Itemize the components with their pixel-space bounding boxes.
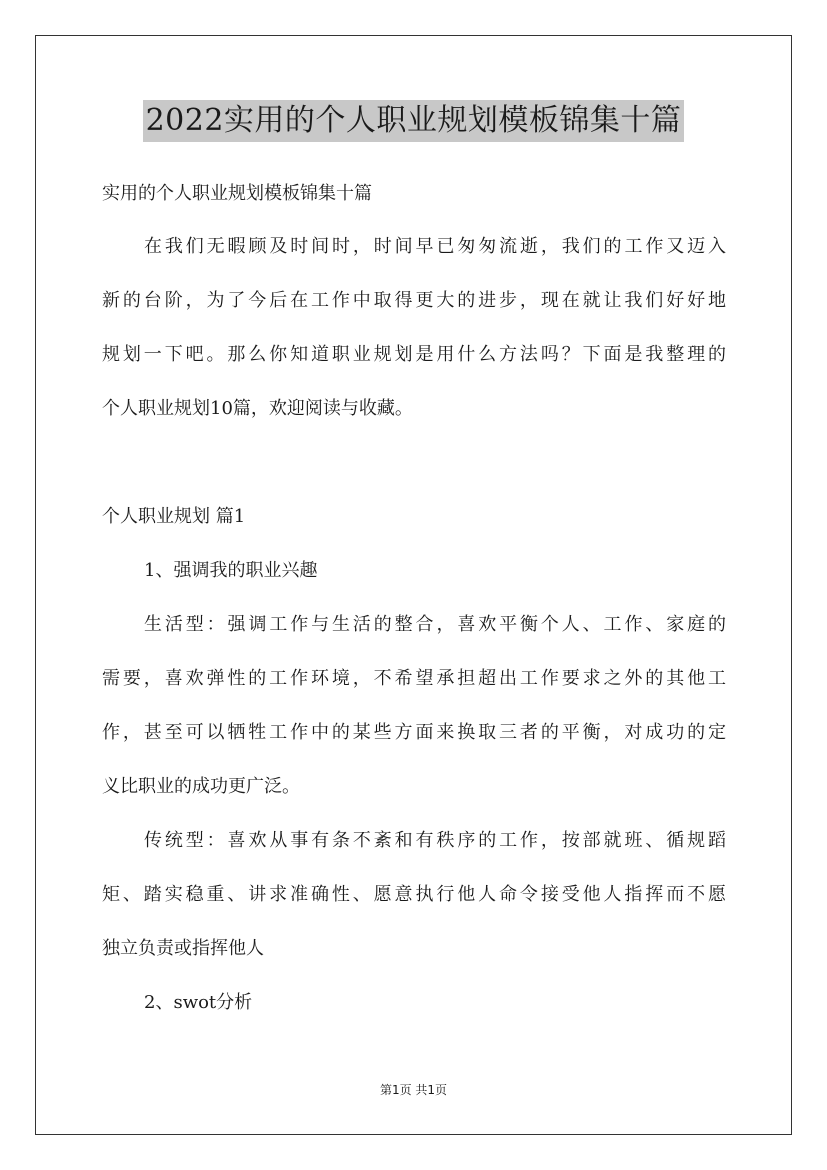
intro-line-4: 个人职业规划10篇，欢迎阅读与收藏。 xyxy=(102,398,413,419)
intro-line-3: 规划一下吧。那么你知道职业规划是用什么方法吗？下面是我整理的 xyxy=(102,344,726,365)
intro-line-2: 新的台阶，为了今后在工作中取得更大的进步，现在就让我们好好地 xyxy=(102,290,726,311)
life-paragraph-line-2: 需要，喜欢弹性的工作环境，不希望承担超出工作要求之外的其他工 xyxy=(102,668,726,689)
page-footer: 第1页 共1页 xyxy=(379,1083,448,1097)
life-paragraph-line-4: 义比职业的成功更广泛。 xyxy=(102,776,300,797)
life-paragraph-line-3: 作，甚至可以牺牲工作中的某些方面来换取三者的平衡，对成功的定 xyxy=(102,722,726,743)
section-heading: 个人职业规划 篇1 xyxy=(102,506,246,527)
traditional-paragraph-line-2: 矩、踏实稳重、讲求准确性、愿意执行他人命令接受他人指挥而不愿 xyxy=(102,884,726,905)
intro-line-1: 在我们无暇顾及时间时，时间早已匆匆流逝，我们的工作又迈入 xyxy=(144,236,726,257)
traditional-paragraph-line-3: 独立负责或指挥他人 xyxy=(102,938,264,959)
item1-heading: 1、强调我的职业兴趣 xyxy=(144,560,318,581)
traditional-paragraph-line-1: 传统型：喜欢从事有条不紊和有秩序的工作，按部就班、循规蹈 xyxy=(144,830,726,851)
document-title: 2022实用的个人职业规划模板锦集十篇 xyxy=(143,100,685,142)
document-subtitle: 实用的个人职业规划模板锦集十篇 xyxy=(102,183,372,204)
life-paragraph-line-1: 生活型：强调工作与生活的整合，喜欢平衡个人、工作、家庭的 xyxy=(144,614,726,635)
item2-heading: 2、swot分析 xyxy=(144,992,253,1013)
title-container xyxy=(0,100,827,142)
